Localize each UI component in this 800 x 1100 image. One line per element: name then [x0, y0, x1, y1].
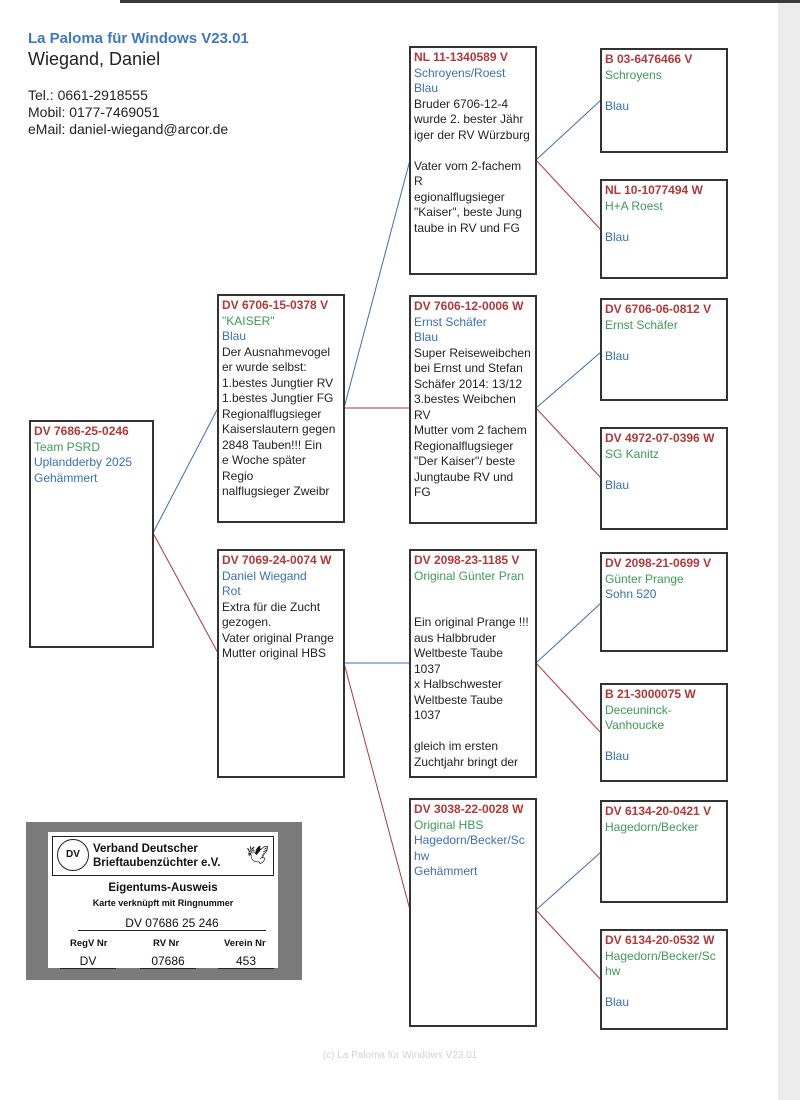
info-line: Blau: [605, 995, 630, 1009]
ownership-card: [26, 822, 302, 980]
note-line: Extra für die Zucht: [222, 599, 321, 614]
note-line: R: [414, 174, 423, 188]
card-subtitle: Karte verknüpft mit Ringnummer: [92, 898, 234, 908]
connector-subject-dam: [153, 533, 218, 653]
association-name: [93, 842, 220, 870]
note-line: aus Halbbruder: [414, 630, 497, 645]
connector-sire-ss: [344, 160, 410, 408]
info-line: [605, 214, 723, 230]
ring-number: DV 6134-20-0421 V: [605, 804, 712, 818]
note-line: Vater vom 2-fachem: [414, 158, 522, 173]
note-line: RV: [414, 407, 431, 422]
breeder-line: Schroyens: [605, 67, 662, 82]
breeder-line: Original HBS: [414, 817, 484, 832]
connector-ss-ssd: [536, 160, 601, 230]
card-col-rv-value: 07686: [140, 954, 196, 969]
connector-ds-dsd: [536, 663, 601, 733]
info-line: [605, 83, 723, 99]
breeder-line: "KAISER": [222, 313, 275, 328]
breeder-line: Vanhoucke: [605, 718, 665, 732]
pedigree-box-dam-sire: [409, 549, 537, 778]
note-line: [414, 143, 532, 159]
ring-number: DV 4972-07-0396 W: [605, 431, 715, 445]
breeder-line: Original Günter Pran: [414, 568, 525, 583]
connector-ds-dss: [536, 603, 601, 663]
info-line: Gehämmert: [34, 470, 98, 485]
info-line: Blau: [605, 477, 630, 492]
pedigree-box-sdd: [600, 427, 728, 530]
owner-name: Wiegand, Daniel: [28, 49, 161, 69]
breeder-line: Hagedorn/Becker: [605, 819, 699, 834]
note-line: [414, 600, 532, 616]
ring-number: DV 2098-23-1185 V: [414, 553, 520, 567]
note-line: egionalflugsieger: [414, 189, 505, 204]
note-line: taube in RV und FG: [414, 220, 520, 235]
pedigree-box-sss: [600, 48, 728, 153]
info-line: [605, 462, 723, 478]
info-line: Schroyens/Roest: [414, 65, 506, 80]
note-line: Weltbeste Taube: [414, 646, 503, 660]
connector-subject-sire: [153, 408, 218, 533]
note-line: e Woche später: [222, 453, 306, 467]
note-line: gleich im ersten: [414, 739, 499, 753]
note-line: Regionalflugsieger: [414, 438, 514, 453]
note-line: Super Reiseweibchen: [414, 345, 531, 360]
ring-number: DV 6706-06-0812 V: [605, 302, 712, 316]
connector-sd-sds: [536, 352, 601, 408]
note-line: Regionalflugsieger: [222, 406, 322, 421]
info-line: [605, 333, 723, 349]
card-header: [52, 836, 274, 876]
info-line: Uplandderby 2025: [34, 455, 133, 469]
card-col-verein-value: 453: [218, 954, 274, 969]
connector-ss-sss: [536, 100, 601, 160]
contact-tel: Tel.: 0661-2918555: [28, 87, 148, 103]
contact-email: eMail: daniel-wiegand@arcor.de: [28, 121, 229, 137]
pedigree-box-dds: [600, 800, 728, 903]
info-line: [605, 980, 723, 996]
info-line: Sohn 520: [605, 587, 657, 601]
info-line: Blau: [414, 81, 439, 95]
info-line: Ernst Schäfer: [414, 314, 487, 329]
note-line: nalflugsieger Zweibr: [222, 484, 330, 498]
note-line: Vater original Prange: [222, 630, 334, 645]
breeder-line: Team PSRD: [34, 439, 101, 454]
card-title: Eigentums-Ausweis: [108, 882, 218, 894]
info-line: [605, 734, 723, 750]
breeder-line: H+A Roest: [605, 198, 663, 213]
info-line: Blau: [414, 330, 439, 344]
connector-dam-dd: [344, 663, 410, 910]
pedigree-box-ddd: [600, 929, 728, 1030]
breeder-line: Deceuninck-: [605, 702, 672, 717]
ring-number: NL 11-1340589 V: [414, 50, 508, 64]
note-line: wurde 2. bester Jähr: [414, 112, 524, 126]
note-line: Bruder 6706-12-4: [414, 96, 509, 111]
note-line: [414, 724, 532, 740]
note-line: Der Ausnahmevogel: [222, 344, 331, 359]
association-logo: DV: [57, 839, 89, 871]
card-col-verein-label: Verein Nr: [224, 938, 266, 949]
note-line: Regio: [222, 468, 254, 483]
note-line: Mutter original HBS: [222, 646, 327, 660]
connector-sd-sdd: [536, 408, 601, 478]
info-line: Rot: [222, 584, 241, 598]
note-line: gezogen.: [222, 615, 272, 629]
breeder-line: SG Kanitz: [605, 446, 660, 461]
info-line: Blau: [605, 229, 630, 244]
note-line: Ein original Prange !!!: [414, 615, 529, 629]
pedigree-box-dsd: [600, 683, 728, 782]
app-title: La Paloma für Windows V23.01: [28, 30, 249, 47]
ring-number: DV 7606-12-0006 W: [414, 299, 524, 313]
note-line: er wurde selbst:: [222, 360, 307, 374]
note-line: 1.bestes Jungtier FG: [222, 391, 334, 405]
info-line: Daniel Wiegand: [222, 568, 307, 583]
note-line: "Der Kaiser"/ beste: [414, 454, 516, 468]
card-col-rv-label: RV Nr: [153, 938, 180, 949]
note-line: 1.bestes Jungtier RV: [222, 375, 334, 390]
ring-number: B 03-6476466 V: [605, 52, 693, 66]
note-line: bei Ernst und Stefan: [414, 361, 523, 375]
ring-number: DV 7069-24-0074 W: [222, 553, 332, 567]
ring-number: B 21-3000075 W: [605, 687, 696, 701]
note-line: 2848 Tauben!!! Ein: [222, 437, 322, 452]
pedigree-box-sire-sire: [409, 46, 537, 275]
pedigree-box-sire-dam: [409, 295, 537, 524]
note-line: Jungtaube RV und: [414, 469, 514, 484]
info-line: Gehämmert: [414, 864, 478, 878]
note-line: "Kaiser", beste Jung: [414, 205, 522, 219]
note-line: 3.bestes Weibchen: [414, 392, 516, 406]
connector-dd-dds: [536, 852, 601, 910]
pedigree-box-ssd: [600, 179, 728, 279]
note-line: Zuchtjahr bringt der: [414, 754, 519, 769]
association-name-line1: Verband Deutscher: [93, 843, 198, 855]
note-line: Weltbeste Taube: [414, 692, 503, 707]
breeder-line: Günter Prange: [605, 571, 684, 586]
ring-number: NL 10-1077494 W: [605, 183, 703, 197]
footer-copyright: (c) La Paloma für Windows V23.01: [322, 1050, 478, 1061]
pigeon-icon: 🕊: [246, 845, 269, 865]
note-line: x Halbschwester: [414, 677, 503, 691]
pedigree-box-sds: [600, 298, 728, 401]
note-line: Kaiserslautern gegen: [222, 422, 336, 436]
pedigree-box-dam-dam: [409, 798, 537, 1027]
info-line: Blau: [605, 749, 630, 763]
ring-number: DV 2098-21-0699 V: [605, 556, 712, 570]
note-line: [414, 584, 532, 600]
ownership-card-body: [48, 832, 278, 968]
info-line: hw: [414, 848, 430, 863]
card-col-regv-value: DV: [60, 954, 116, 969]
info-line: Blau: [605, 348, 630, 363]
pedigree-box-subject: [29, 420, 154, 648]
info-line: Blau: [222, 329, 247, 343]
note-line: iger der RV Würzburg: [414, 127, 530, 142]
breeder-line: Ernst Schäfer: [605, 317, 678, 332]
note-line: 1037: [414, 661, 441, 676]
contact-mobile: Mobil: 0177-7469051: [28, 104, 160, 120]
connector-dd-ddd: [536, 910, 601, 980]
note-line: 1037: [414, 708, 441, 722]
info-line: Blau: [605, 98, 630, 113]
ring-number: DV 3038-22-0028 W: [414, 802, 524, 816]
card-col-regv-label: RegV Nr: [70, 938, 108, 949]
pedigree-box-dss: [600, 552, 728, 652]
note-line: Schäfer 2014: 13/12: [414, 376, 523, 391]
card-ring-number: DV 07686 25 246: [78, 916, 266, 931]
breeder-line: hw: [605, 964, 621, 978]
info-line: Hagedorn/Becker/Sc: [414, 833, 525, 847]
ring-number: DV 6134-20-0532 W: [605, 933, 715, 947]
pedigree-box-dam: [217, 549, 345, 778]
ring-number: DV 7686-25-0246: [34, 424, 129, 438]
association-name-line2: Brieftaubenzüchter e.V.: [93, 857, 221, 869]
note-line: FG: [414, 485, 431, 499]
breeder-line: Hagedorn/Becker/Sc: [605, 948, 716, 963]
note-line: Mutter vom 2 fachem: [414, 423, 527, 437]
pedigree-box-sire: [217, 294, 345, 523]
ring-number: DV 6706-15-0378 V: [222, 298, 329, 312]
